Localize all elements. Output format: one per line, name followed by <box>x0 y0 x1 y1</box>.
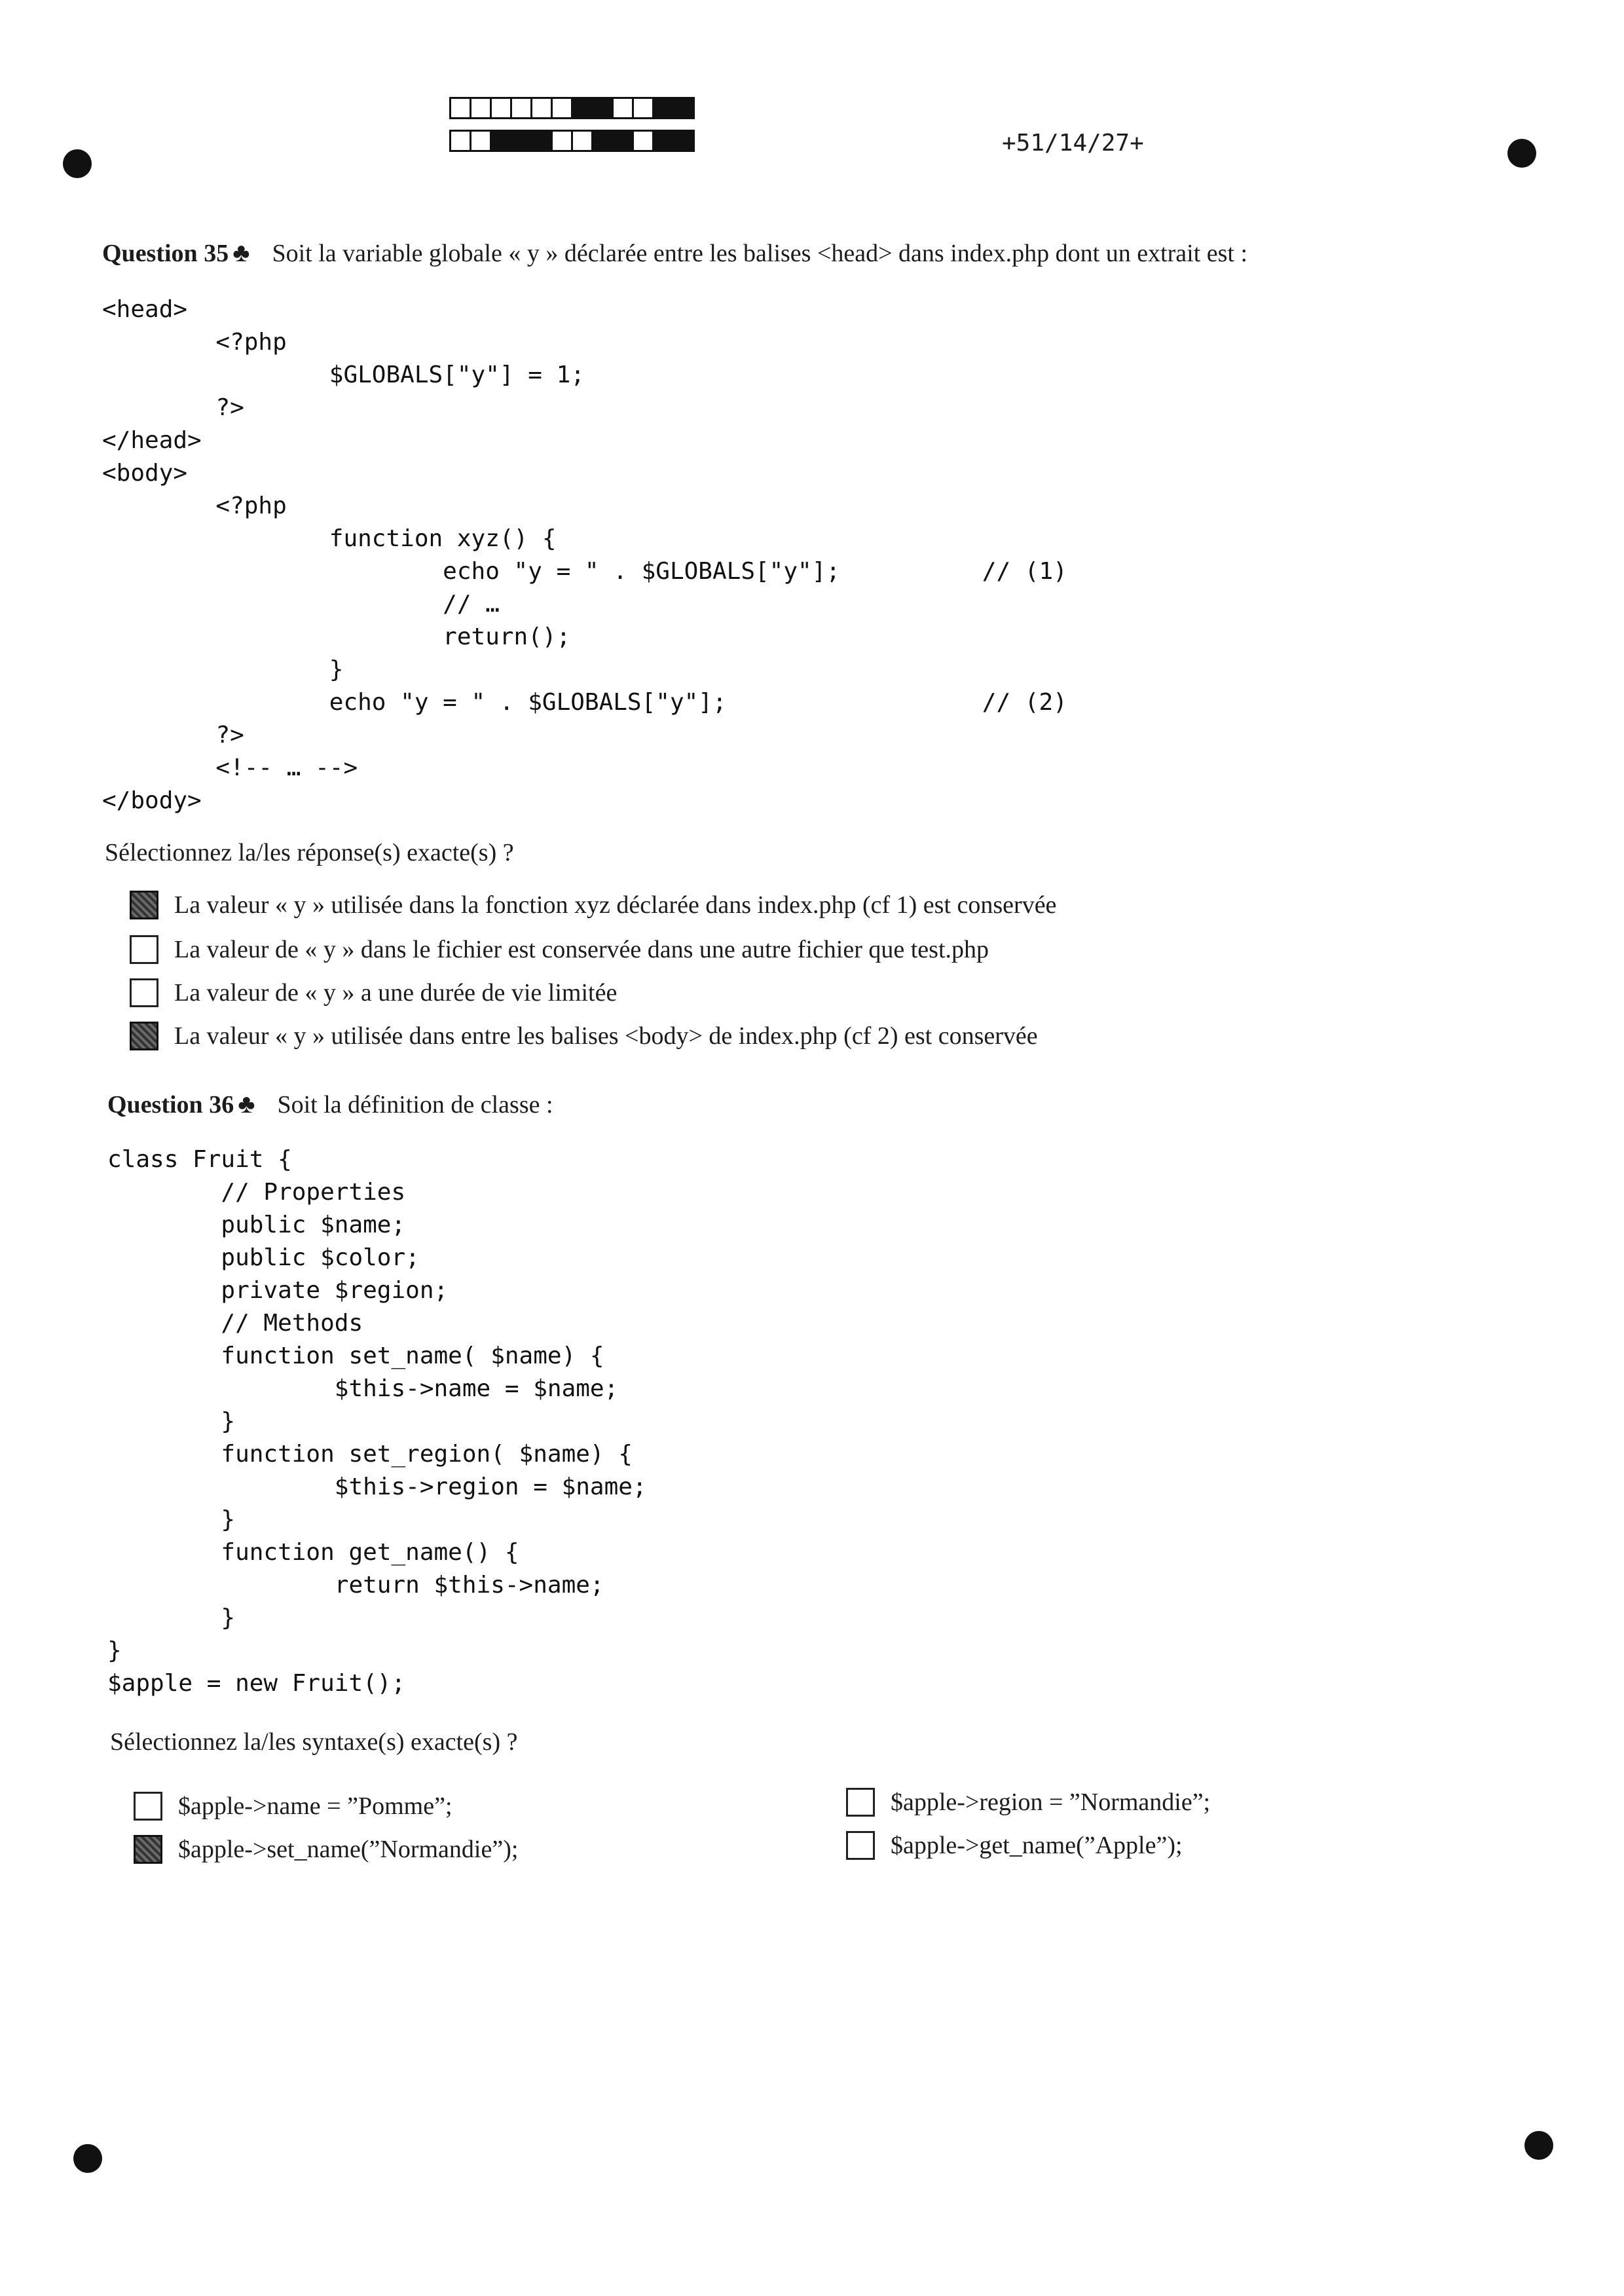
question-35-statement: Soit la variable globale « y » déclarée entre les balises <head> dans index.php dont un extrait est : <box>272 240 1248 267</box>
answer-checkbox[interactable] <box>130 935 158 964</box>
question-35-option-4[interactable] <box>130 1022 1038 1050</box>
answer-checkbox[interactable] <box>846 1788 875 1817</box>
barcode-row-2 <box>449 130 693 152</box>
answer-checkbox[interactable] <box>130 978 158 1007</box>
barcode-cell <box>591 97 614 119</box>
barcode-cell <box>673 97 695 119</box>
question-36-label: Question 36 <box>107 1091 234 1119</box>
answer-checkbox[interactable] <box>130 891 158 919</box>
barcode-cell <box>490 97 512 119</box>
question-36-prompt: Sélectionnez la/les syntaxe(s) exacte(s) ? <box>110 1728 518 1756</box>
question-36-option-4[interactable] <box>846 1831 1183 1860</box>
barcode-cell <box>571 97 593 119</box>
barcode-cell <box>652 97 674 119</box>
option-label: La valeur de « y » a une durée de vie limitée <box>174 979 618 1007</box>
option-label: La valeur « y » utilisée dans la fonction xyz déclarée dans index.php (cf 1) est conservée <box>174 891 1057 919</box>
question-36-code: class Fruit { // Properties public $name; public $color; private $region; // Methods function set_name( $name) { $this->name = $name; } function set_region( $name) { $this->region = $name; } function get_name() { return $this->name; } } $apple = new Fruit(); <box>107 1146 647 1697</box>
barcode-cell <box>571 130 593 152</box>
option-label: La valeur de « y » dans le fichier est conservée dans une autre fichier que test.php <box>174 936 989 963</box>
barcode-cell <box>470 130 492 152</box>
answer-checkbox[interactable] <box>134 1792 162 1821</box>
question-36-option-1[interactable] <box>134 1792 452 1821</box>
option-label: $apple->get_name(”Apple”); <box>891 1832 1183 1859</box>
question-35-code: <head> <?php $GLOBALS["y"] = 1; ?> </head> <body> <?php function xyz() { echo "y = " . $GLOBALS["y"]; // (1) // … return(); } echo "y = " . $GLOBALS["y"]; // (2) ?> <!-- … --> </body> <box>102 296 1067 814</box>
barcode-cell <box>551 97 573 119</box>
barcode-cell <box>612 130 634 152</box>
option-label: $apple->name = ”Pomme”; <box>178 1792 452 1820</box>
option-label: La valeur « y » utilisée dans entre les balises <body> de index.php (cf 2) est conservée <box>174 1022 1038 1050</box>
club-icon: ♣ <box>238 1089 255 1119</box>
barcode-cell <box>530 97 553 119</box>
question-36-statement: Soit la définition de classe : <box>277 1091 553 1119</box>
barcode-cell <box>632 97 654 119</box>
registration-mark-top-left <box>63 149 92 178</box>
answer-checkbox[interactable] <box>846 1831 875 1860</box>
answer-checkbox[interactable] <box>130 1022 158 1050</box>
barcode-cell <box>470 97 492 119</box>
barcode-cell <box>530 130 553 152</box>
page-id: +51/14/27+ <box>1002 130 1144 157</box>
barcode-cell <box>673 130 695 152</box>
question-36-option-3[interactable] <box>134 1835 518 1864</box>
barcode-cell <box>632 130 654 152</box>
question-35-option-2[interactable] <box>130 935 989 964</box>
barcode-cell <box>510 97 532 119</box>
question-35-option-1[interactable] <box>130 891 1056 919</box>
barcode-row-1 <box>449 97 693 119</box>
question-36-option-2[interactable] <box>846 1788 1210 1817</box>
question-35-prompt: Sélectionnez la/les réponse(s) exacte(s) ? <box>105 839 514 866</box>
barcode-cell <box>510 130 532 152</box>
barcode-cell <box>490 130 512 152</box>
question-36-header <box>107 1088 553 1119</box>
barcode-cell <box>551 130 573 152</box>
question-35-option-3[interactable] <box>130 978 617 1007</box>
answer-checkbox[interactable] <box>134 1835 162 1864</box>
club-icon: ♣ <box>232 238 250 267</box>
registration-mark-bottom-left <box>73 2144 102 2173</box>
barcode-cell <box>652 130 674 152</box>
barcode-cell <box>449 130 471 152</box>
barcode-cell <box>591 130 614 152</box>
question-35-label: Question 35 <box>102 240 229 267</box>
barcode-cell <box>612 97 634 119</box>
barcode-cell <box>449 97 471 119</box>
registration-mark-top-right <box>1507 139 1536 168</box>
option-label: $apple->region = ”Normandie”; <box>891 1788 1211 1816</box>
option-label: $apple->set_name(”Normandie”); <box>178 1836 519 1863</box>
question-35-header <box>102 237 1247 268</box>
registration-mark-bottom-right <box>1524 2131 1553 2160</box>
